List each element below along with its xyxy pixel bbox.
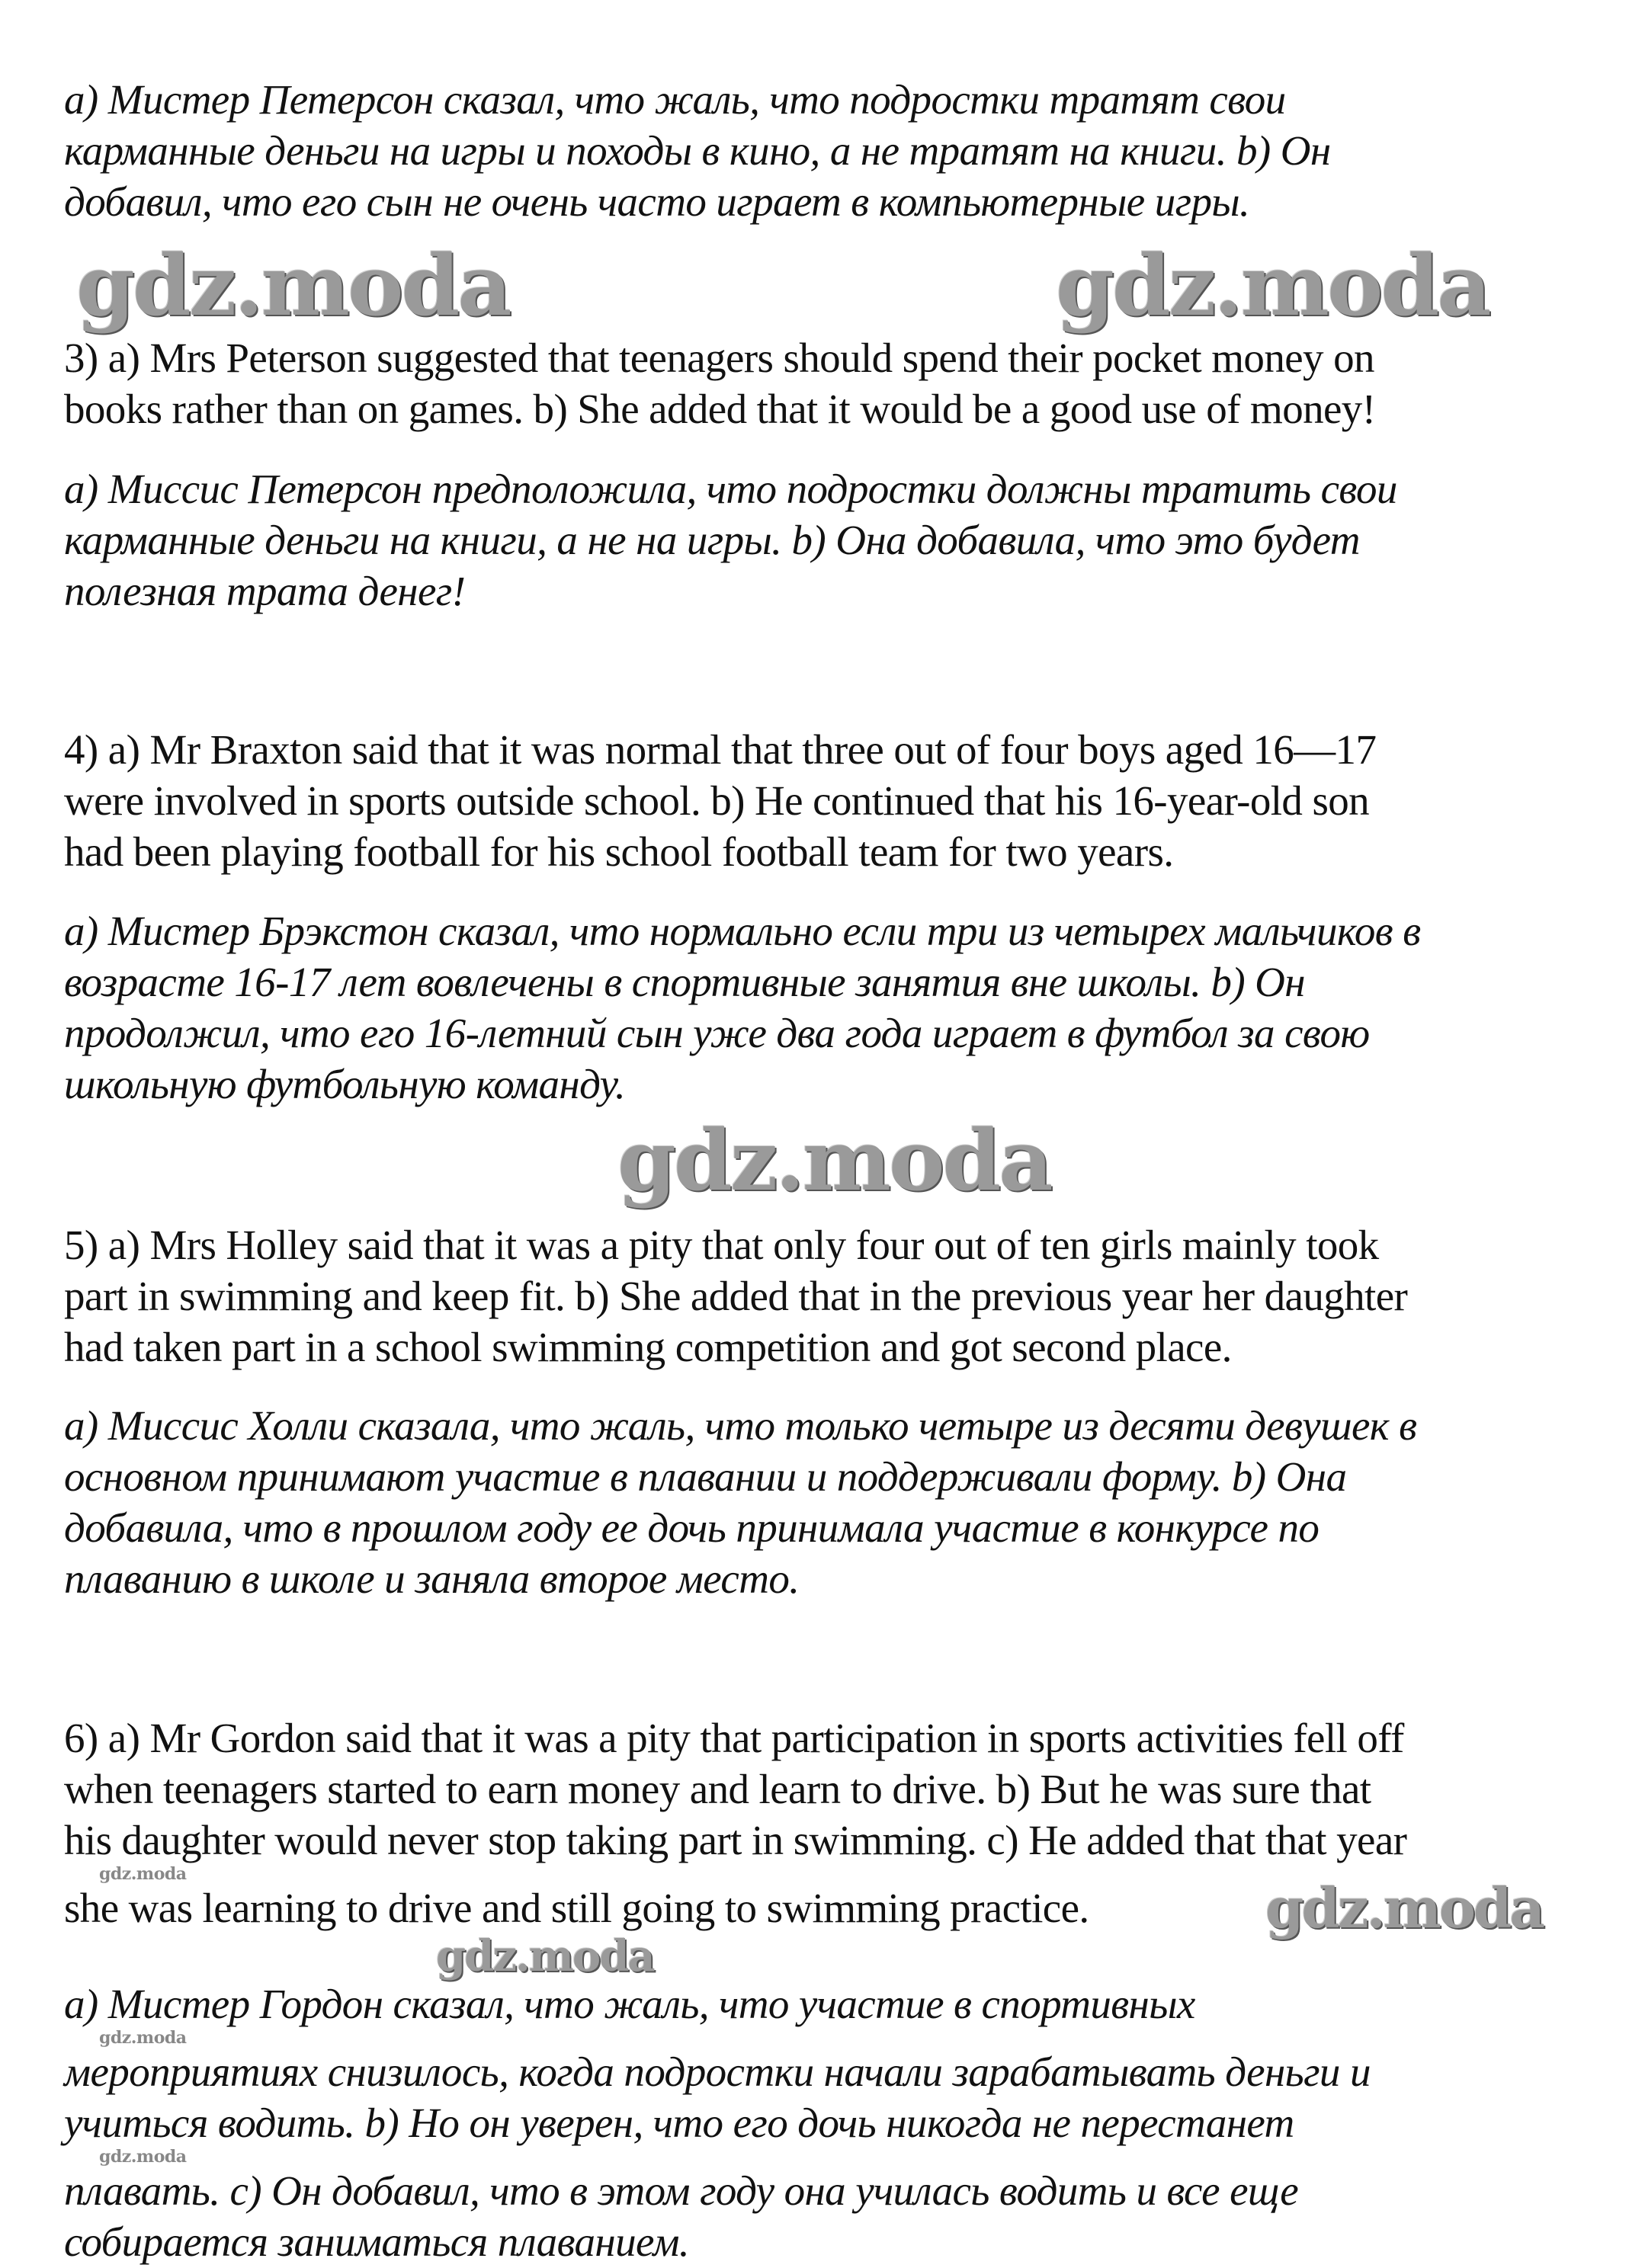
text-line: продолжил, что его 16-летний сын уже два года играет в футбол за свою — [64, 1010, 1370, 1056]
text-line: карманные деньги на игры и походы в кино, а не тратят на книги. b) Он — [64, 127, 1331, 174]
translation-paragraph-4 — [64, 905, 1420, 1110]
watermark-logo: gdz.moda — [99, 2147, 187, 2167]
watermark-logo: gdz.moda — [76, 236, 510, 335]
text-line: books rather than on games. b) She added that it would be a good use of money! — [64, 386, 1376, 432]
watermark-logo: gdz.moda — [1265, 1876, 1543, 1940]
translation-paragraph-2 — [64, 74, 1331, 227]
text-line: а) Мистер Петерсон сказал, что жаль, что подростки тратят свои — [64, 76, 1286, 123]
text-line: she was learning to drive and still going to swimming practice. — [64, 1885, 1089, 1931]
answer-paragraph-5 — [64, 1219, 1407, 1373]
text-line: 6) a) Mr Gordon said that it was a pity that participation in sports activities fell off — [64, 1715, 1404, 1761]
text-line: добавила, что в прошлом году ее дочь принимала участие в конкурсе по — [64, 1504, 1320, 1551]
text-line: 5) a) Mrs Holley said that it was a pity that only four out of ten girls mainly took — [64, 1222, 1379, 1268]
translation-paragraph-3 — [64, 463, 1397, 617]
text-line: школьную футбольную команду. — [64, 1061, 626, 1107]
text-line: полезная трата денег! — [64, 568, 466, 614]
text-line: were involved in sports outside school. b) He continued that his 16-year-old son — [64, 777, 1370, 824]
text-line: part in swimming and keep fit. b) She added that in the previous year her daughter — [64, 1273, 1408, 1319]
text-line: had been playing football for his school football team for two years. — [64, 828, 1174, 875]
answer-paragraph-6 — [64, 1712, 1406, 1933]
text-line: when teenagers started to earn money and learn to drive. b) But he was sure that — [64, 1766, 1371, 1812]
watermark-logo: gdz.moda — [436, 1931, 654, 1981]
text-line: his daughter would never stop taking part in swimming. c) He added that that year — [64, 1817, 1407, 1863]
translation-paragraph-6 — [64, 1978, 1371, 2267]
text-line: основном принимают участие в плавании и поддерживали форму. b) Она — [64, 1453, 1347, 1500]
answer-paragraph-3 — [64, 332, 1375, 434]
text-line: учиться водить. b) Но он уверен, что его дочь никогда не перестанет — [64, 2100, 1294, 2146]
text-line: карманные деньги на книги, а не на игры. b) Она добавила, что это будет — [64, 517, 1360, 563]
watermark-logo: gdz.moda — [1056, 236, 1489, 335]
text-line: плаванию в школе и заняла второе место. — [64, 1555, 800, 1602]
text-line: а) Миссис Холли сказала, что жаль, что только четыре из десяти девушек в — [64, 1402, 1417, 1449]
text-line: собирается заниматься плаванием. — [64, 2218, 690, 2265]
text-line: плавать. с) Он добавил, что в этом году она училась водить и все еще — [64, 2167, 1299, 2214]
translation-paragraph-5 — [64, 1400, 1416, 1604]
text-line: мероприятиях снизилось, когда подростки начали зарабатывать деньги и — [64, 2049, 1371, 2095]
text-line: возрасте 16-17 лет вовлечены в спортивные занятия вне школы. b) Он — [64, 959, 1305, 1005]
text-line: 4) a) Mr Braxton said that it was normal that three out of four boys aged 16—17 — [64, 726, 1377, 773]
watermark-logo: gdz.moda — [99, 1864, 187, 1884]
text-line: had taken part in a school swimming competition and got second place. — [64, 1324, 1232, 1370]
answer-paragraph-4 — [64, 724, 1376, 877]
text-line: а) Мистер Гордон сказал, что жаль, что участие в спортивных — [64, 1981, 1195, 2027]
text-line: а) Миссис Петерсон предположила, что подростки должны тратить свои — [64, 466, 1397, 512]
text-line: добавил, что его сын не очень часто играет в компьютерные игры. — [64, 178, 1250, 225]
watermark-logo: gdz.moda — [617, 1111, 1051, 1209]
text-line: а) Мистер Брэкстон сказал, что нормально если три из четырех мальчиков в — [64, 908, 1421, 954]
watermark-logo: gdz.moda — [99, 2028, 187, 2048]
text-line: 3) a) Mrs Peterson suggested that teenagers should spend their pocket money on — [64, 335, 1374, 381]
